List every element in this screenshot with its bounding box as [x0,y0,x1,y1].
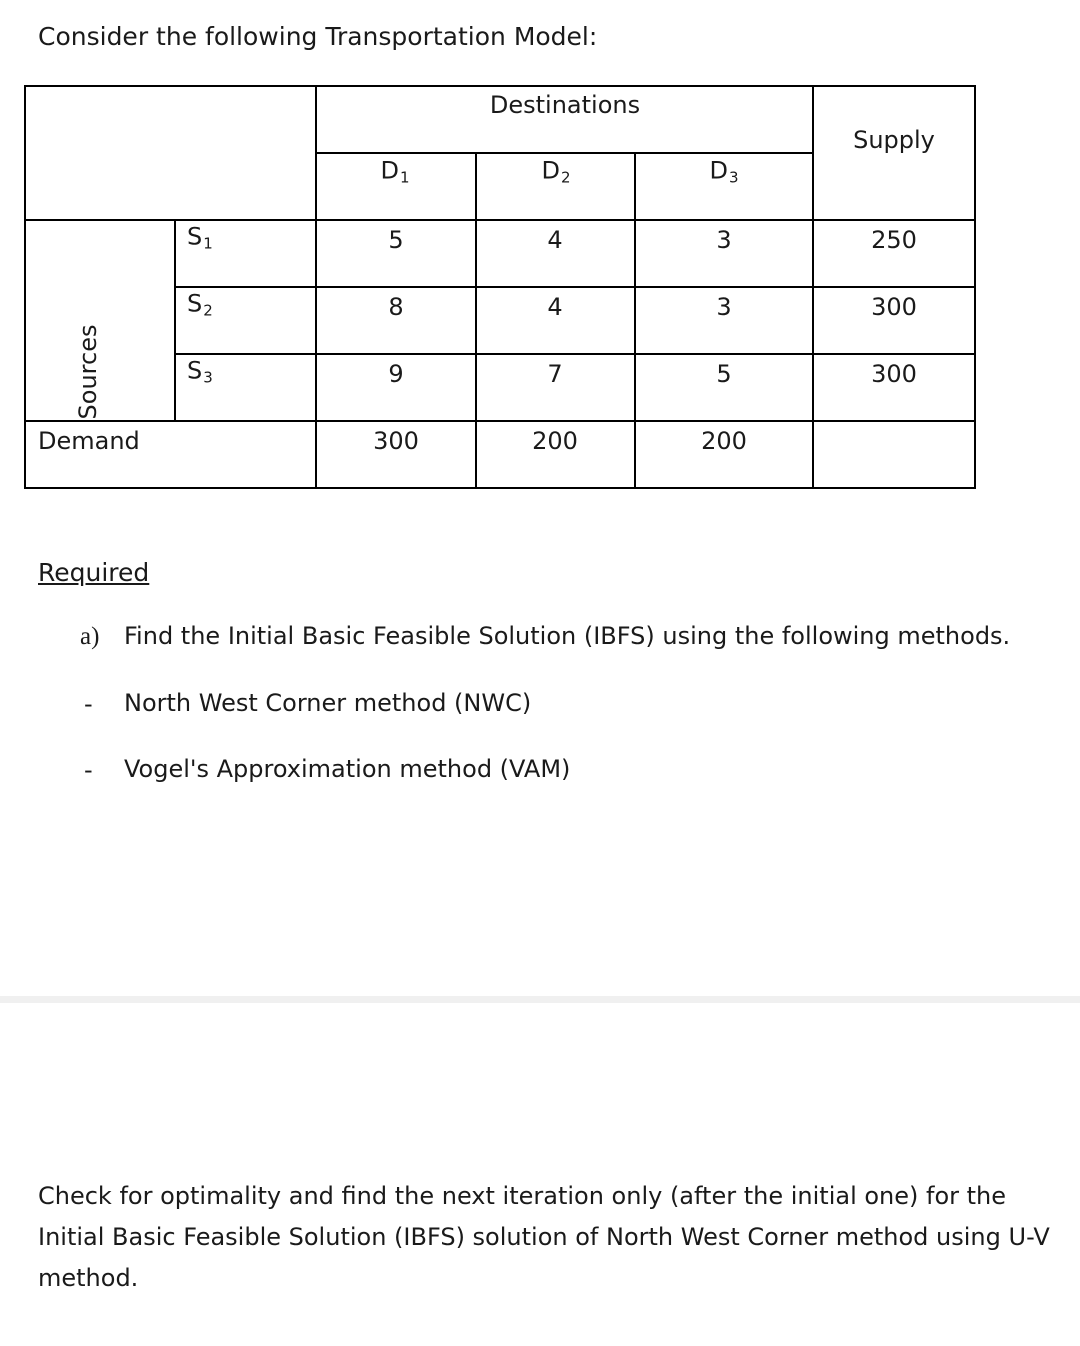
bullet-dash-1: - [84,690,93,718]
table-line-d1 [315,85,317,489]
table-line-header [24,219,976,221]
table-border-bottom [24,487,976,489]
supply-s3: 300 [871,360,917,388]
supply-s2: 300 [871,293,917,321]
cost-s2-d3: 3 [716,293,732,321]
table-line-row1 [175,286,976,288]
sources-label: Sources [74,324,102,420]
bullet-dash-2: - [84,756,93,784]
destination-d1: $D_1$ [380,156,410,187]
cost-s1-d2: 4 [547,226,563,254]
demand-label: Demand [38,427,140,455]
source-s1: $S_1$ [187,222,213,253]
cost-s2-d1: 8 [388,293,404,321]
table-line-sources [174,219,176,421]
table-line-row2 [175,353,976,355]
item-a-text: Find the Initial Basic Feasible Solution (IBFS) using the following methods. [124,622,1011,650]
table-border-right [974,85,976,489]
transportation-table [24,85,976,489]
supply-header: Supply [853,126,935,154]
cost-s3-d2: 7 [547,360,563,388]
cost-s1-d3: 3 [716,226,732,254]
table-border-top [24,85,976,87]
cost-s3-d3: 5 [716,360,732,388]
destinations-header: Destinations [489,91,641,119]
check-optimality-text: Check for optimality and find the next iteration only (after the initial one) for the Initial Basic Feasible Solution (IBFS) solution of North West Corner method using U-V method. [38,1182,1050,1292]
cost-s1-d1: 5 [388,226,404,254]
table-line-row3 [24,420,976,422]
destination-d3: $D_3$ [709,156,739,187]
item-a-marker: a) [80,623,100,650]
table-line-d2 [475,152,477,489]
required-heading: Required [38,558,150,587]
destination-d2: $D_2$ [541,156,571,187]
demand-d2: 200 [532,427,578,455]
table-line-supply [812,85,814,489]
demand-d3: 200 [701,427,747,455]
table-border-left [24,85,26,489]
cost-s2-d2: 4 [547,293,563,321]
cost-s3-d1: 9 [388,360,404,388]
demand-d1: 300 [373,427,419,455]
method-vam: Vogel's Approximation method (VAM) [124,755,571,783]
intro-text: Consider the following Transportation Model: [38,22,598,51]
table-line-destinations [315,152,813,154]
method-nwc: North West Corner method (NWC) [124,689,532,717]
source-s2: $S_2$ [187,289,213,320]
supply-s1: 250 [871,226,917,254]
source-s3: $S_3$ [187,356,213,387]
section-divider [0,996,1080,1003]
table-line-d3 [634,152,636,489]
